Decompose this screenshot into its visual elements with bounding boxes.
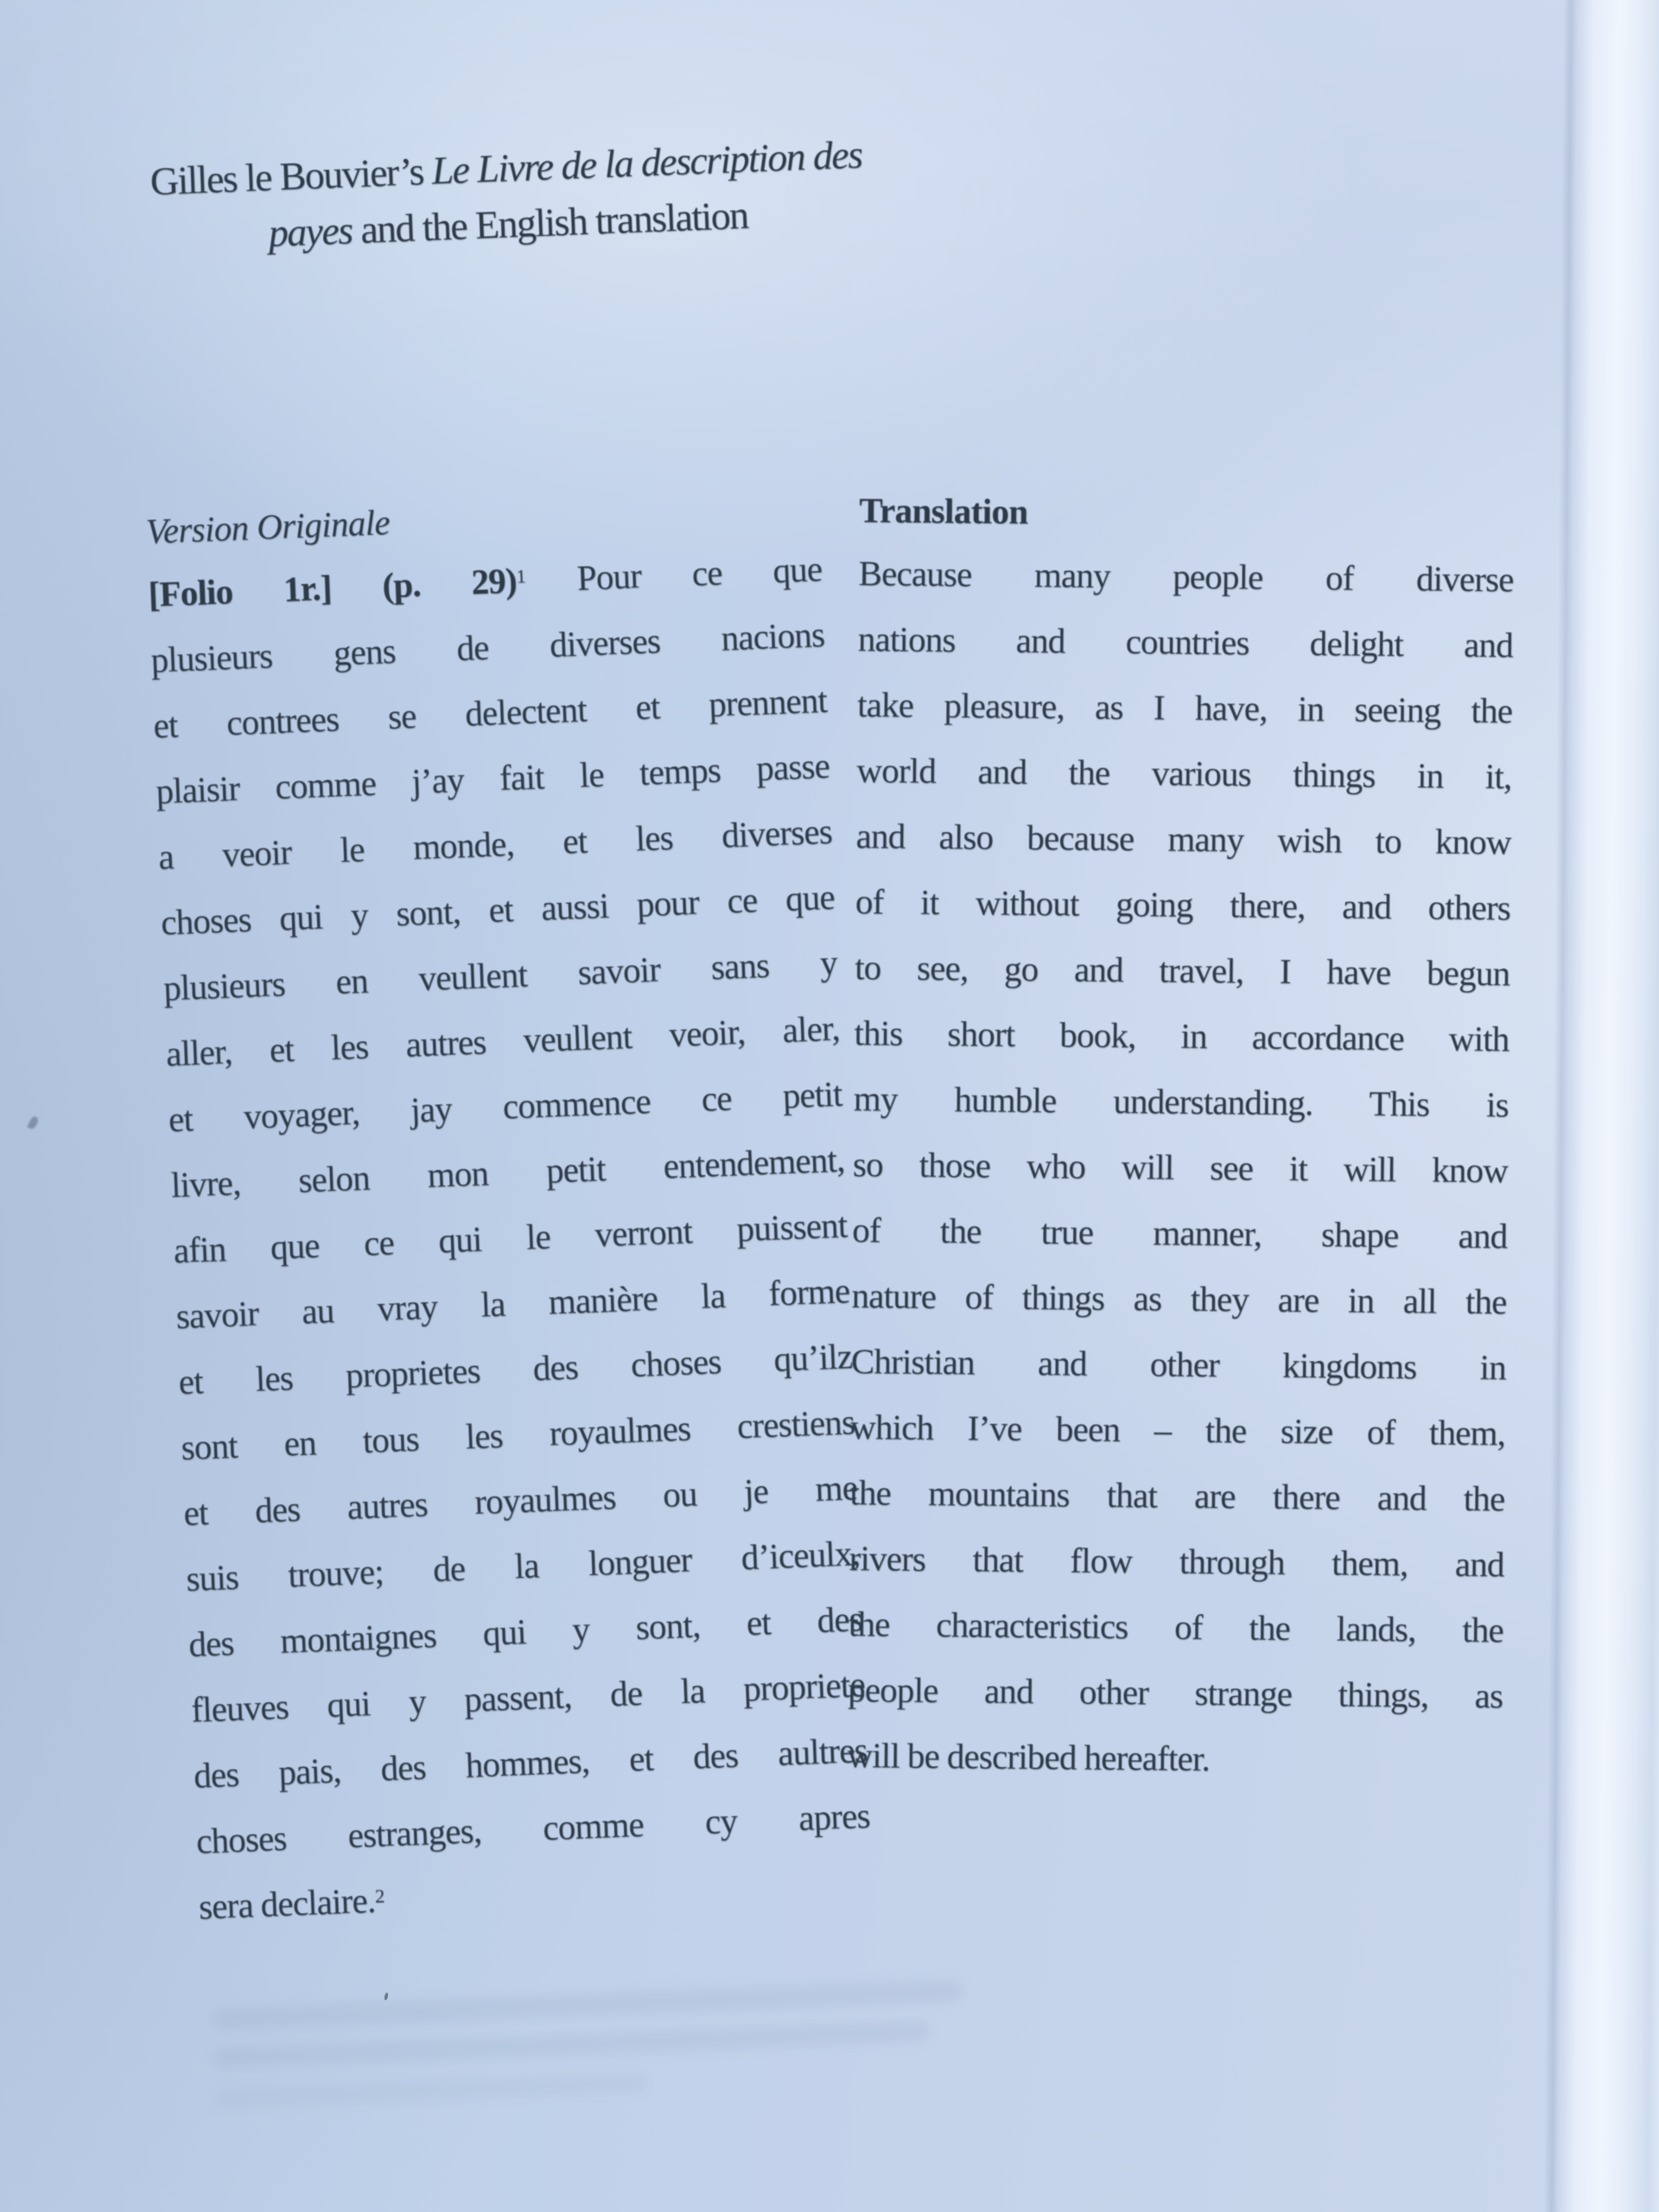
text-run: so those who will see it will know [852, 1144, 1509, 1191]
text-run: afin que ce qui le verront puissent [172, 1205, 849, 1271]
text-run: des montaignes qui y sont, et des [188, 1599, 863, 1664]
text-line [856, 737, 1512, 809]
page-title [101, 124, 912, 268]
text-line [855, 803, 1511, 874]
column-original-text [147, 536, 874, 1940]
text-line [858, 606, 1514, 677]
text-run: sera declaire. [198, 1879, 377, 1927]
text-run: of it without going there, and others [855, 881, 1511, 928]
text-run: sont en tous les royaulmes crestiens [180, 1402, 855, 1468]
text-run: savoir au vray la manière la forme [175, 1270, 851, 1337]
text-run: et voyager, jay commence ce petit [168, 1073, 843, 1140]
text-line [849, 1459, 1505, 1531]
column-original [145, 484, 874, 1940]
text-run: my humble understanding. This is [853, 1078, 1509, 1125]
text-run: Christian and other kingdoms in [850, 1341, 1507, 1388]
text-line [851, 1262, 1507, 1334]
text-run: the characteristics of the lands, the [848, 1604, 1504, 1650]
text-run: nature of things as they are in all the [851, 1275, 1507, 1322]
text-run: Gilles le Bouvier’s [149, 148, 433, 204]
bleedthrough-ghost [213, 2020, 930, 2069]
text-run: to see, go and travel, I have begun [855, 947, 1510, 994]
text-run: nations and countries delight and [857, 619, 1514, 665]
column-header-translation: Translation [859, 490, 1028, 532]
text-run: Le Livre de la description des [430, 131, 863, 193]
text-run: et contrees se delectent et prennent [152, 679, 828, 746]
bleedthrough-ghost [214, 2073, 646, 2108]
text-run: et des autres royaulmes ou je me [182, 1467, 858, 1534]
page-fore-edge [1544, 0, 1659, 2212]
text-run: 1 [516, 564, 527, 588]
text-run: suis trouve; de la longuer d’iceulx, [185, 1533, 861, 1599]
text-run: [Folio 1r.] (p. 29) [147, 560, 518, 614]
text-line [851, 1328, 1507, 1400]
column-translation [847, 488, 1514, 1794]
text-line [849, 1525, 1504, 1597]
text-run: will be described hereafter. [847, 1735, 1211, 1779]
text-run: plusieurs gens de diverses nacions [149, 613, 825, 680]
column-header-version-originale: Version Originale [145, 502, 391, 551]
text-run: plusieurs en veullent savoir sans y [162, 942, 838, 1008]
text-run: and also because many wish to know [855, 816, 1511, 862]
text-run: aller, et les autres veullent veoir, aler, [165, 1007, 841, 1074]
text-line [853, 1065, 1509, 1137]
text-run: et les proprietes des choses qu’ilz [177, 1336, 854, 1402]
text-run: and the English translation [351, 192, 749, 252]
text-run: choses estranges, comme cy apres [195, 1795, 871, 1861]
text-run: Because many people of diverse [858, 553, 1514, 600]
text-line [854, 1000, 1510, 1071]
text-line [852, 1197, 1508, 1268]
text-run: take pleasure, as I have, in seeing the [856, 684, 1513, 731]
text-run: people and other strange things, as [848, 1669, 1503, 1716]
text-line [849, 1591, 1504, 1662]
column-translation-text [847, 540, 1514, 1794]
text-run: which I’ve been – the size of them, [849, 1407, 1506, 1453]
text-line [853, 1131, 1509, 1203]
text-line [848, 1656, 1503, 1728]
text-run: payes [267, 207, 353, 256]
text-run: this short book, in accordance with [854, 1013, 1510, 1059]
text-run: world and the various things in it, [856, 750, 1512, 797]
text-run: the mountains that are there and the [849, 1472, 1505, 1519]
text-line [850, 1394, 1506, 1465]
text-run: 2 [374, 1885, 385, 1907]
text-run: Pour ce que [525, 548, 823, 601]
text-line [858, 540, 1514, 612]
text-line [857, 671, 1513, 743]
text-run: livre, selon mon petit entendement, [170, 1139, 846, 1205]
text-line [855, 868, 1511, 940]
text-run: plaisir comme j’ay fait le temps passe [155, 745, 830, 811]
text-run: rivers that flow through them, and [849, 1538, 1504, 1585]
text-run: choses qui y sont, et aussi pour ce que [160, 876, 836, 943]
text-run: des pais, des hommes, et des aultres [193, 1729, 868, 1796]
text-run: of the true manner, shape and [852, 1210, 1508, 1256]
text-line [847, 1722, 1503, 1794]
text-run: fleuves qui y passent, de la propriete [190, 1663, 866, 1730]
text-line [855, 934, 1510, 1006]
text-run: a veoir le monde, et les diverses [157, 810, 833, 877]
